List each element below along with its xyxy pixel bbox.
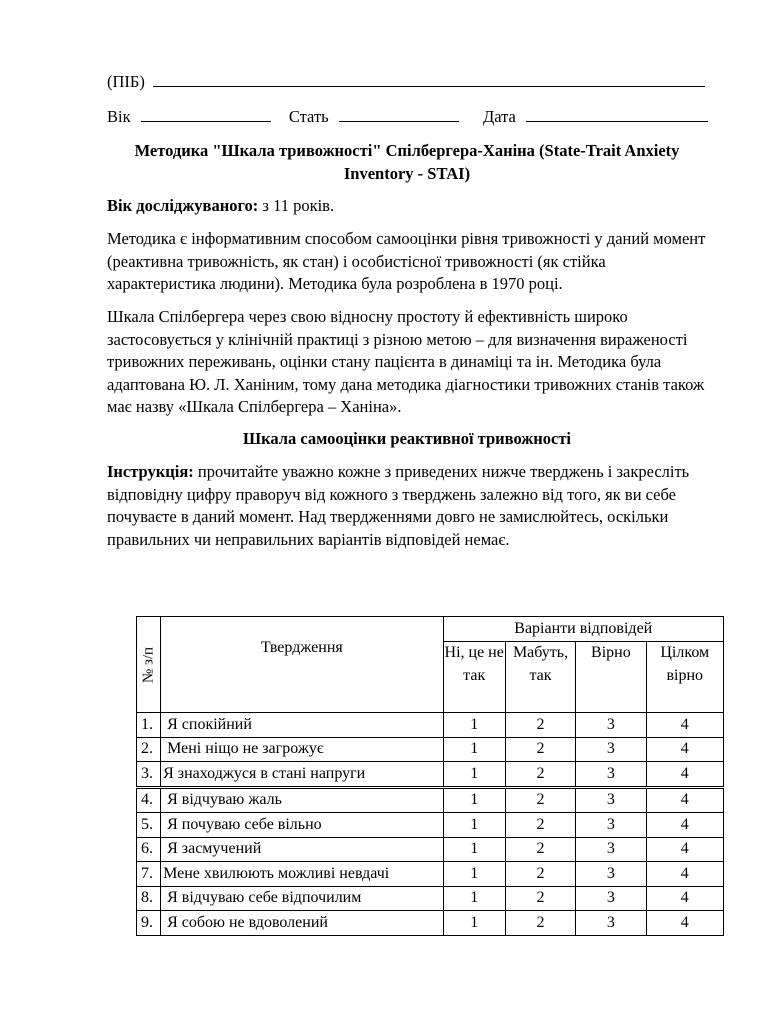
row-number: 7.: [137, 862, 161, 887]
row-number: 5.: [137, 813, 161, 838]
table-row: [137, 911, 724, 936]
answer-value[interactable]: 4: [646, 862, 723, 887]
num-header: № з/п: [140, 646, 157, 683]
age-info: [107, 195, 707, 218]
answer-value[interactable]: 3: [576, 837, 646, 862]
page-title: Методика "Шкала тривожності" Спілбергера-Ханіна (State-Trait Anxiety Inventory - STAI): [134, 141, 680, 183]
anxiety-table: [136, 616, 724, 936]
answer-value[interactable]: 2: [505, 886, 575, 911]
answer-value[interactable]: 1: [443, 762, 505, 788]
age-label: Вік: [107, 107, 131, 126]
answer-value[interactable]: 3: [576, 911, 646, 936]
answer-value[interactable]: 4: [646, 886, 723, 911]
answer-value[interactable]: 2: [505, 862, 575, 887]
table-row: [137, 886, 724, 911]
answer-value[interactable]: 1: [443, 886, 505, 911]
answer-value[interactable]: 1: [443, 787, 505, 813]
date-field[interactable]: [526, 107, 708, 122]
name-line: [107, 72, 705, 92]
sex-field[interactable]: [339, 107, 459, 122]
name-field[interactable]: [153, 72, 705, 87]
table-row: [137, 737, 724, 762]
answer-value[interactable]: 4: [646, 762, 723, 788]
row-number: 1.: [137, 713, 161, 738]
section-title: Шкала самооцінки реактивної тривожності: [242, 429, 572, 448]
instruction: [107, 461, 707, 551]
answer-value[interactable]: 3: [576, 886, 646, 911]
answer-value[interactable]: 1: [443, 737, 505, 762]
answer-value[interactable]: 3: [576, 713, 646, 738]
info-line: [107, 107, 708, 127]
age-field[interactable]: [141, 107, 271, 122]
table-row: [137, 713, 724, 738]
answer-value[interactable]: 1: [443, 813, 505, 838]
answer-option-2: Мабуть, так: [505, 642, 575, 713]
answer-value[interactable]: 4: [646, 713, 723, 738]
answer-value[interactable]: 2: [505, 813, 575, 838]
row-statement: Я собою не вдоволений: [161, 911, 443, 936]
table-row: [137, 813, 724, 838]
answer-value[interactable]: 1: [443, 862, 505, 887]
row-statement: Я відчуваю жаль: [161, 787, 443, 813]
row-statement: Я знаходжуся в стані напруги: [161, 762, 443, 788]
answer-value[interactable]: 1: [443, 911, 505, 936]
row-number: 4.: [137, 787, 161, 813]
answer-value[interactable]: 4: [646, 737, 723, 762]
statement-header: Твердження: [161, 617, 443, 713]
answer-value[interactable]: 3: [576, 787, 646, 813]
table-row: [137, 787, 724, 813]
row-statement: Мене хвилюють можливі невдачі: [161, 862, 443, 887]
answer-value[interactable]: 2: [505, 713, 575, 738]
table-row: [137, 762, 724, 788]
age-info-label: Вік досліджуваного:: [107, 196, 259, 215]
name-label: (ПІБ): [107, 72, 145, 91]
answer-option-3: Вірно: [576, 642, 646, 713]
date-label: Дата: [482, 107, 516, 126]
answer-value[interactable]: 2: [505, 911, 575, 936]
instruction-text: прочитайте уважно кожне з приведених нижче тверджень і закресліть відповідну цифру праворуч від кожного з тверджень залежно від того, як ви себе почуваєте в даний момент. Над твердженнями довго не замислюйтесь, оскільки правильних чи неправильних варіантів відповідей немає.: [107, 462, 690, 549]
table-row: [137, 862, 724, 887]
answer-value[interactable]: 1: [443, 713, 505, 738]
answer-value[interactable]: 4: [646, 813, 723, 838]
answer-option-1: Ні, це не так: [443, 642, 505, 713]
table-row: [137, 837, 724, 862]
answer-value[interactable]: 3: [576, 813, 646, 838]
answer-value[interactable]: 2: [505, 787, 575, 813]
row-number: 9.: [137, 911, 161, 936]
answer-value[interactable]: 4: [646, 911, 723, 936]
answer-value[interactable]: 1: [443, 837, 505, 862]
answer-value[interactable]: 2: [505, 762, 575, 788]
row-statement: Я спокійний: [161, 713, 443, 738]
row-statement: Я почуваю себе вільно: [161, 813, 443, 838]
answers-header: Варіанти відповідей: [443, 617, 723, 642]
answer-value[interactable]: 4: [646, 837, 723, 862]
paragraph-1: Методика є інформативним способом самооцінки рівня тривожності у даний момент (реактивна тривожність, як стан) і особистісної тривожності (як стійка характеристика людини). Методика була розроблена в 1970 році.: [107, 229, 706, 293]
row-number: 3.: [137, 762, 161, 788]
age-info-value: з 11 років.: [258, 196, 335, 215]
sex-label: Стать: [288, 107, 329, 126]
num-header-cell: [137, 617, 161, 713]
answer-option-4: Цілком вірно: [646, 642, 723, 713]
answer-value[interactable]: 3: [576, 737, 646, 762]
answer-value[interactable]: 3: [576, 862, 646, 887]
row-statement: Мені ніщо не загрожує: [161, 737, 443, 762]
row-statement: Я засмучений: [161, 837, 443, 862]
row-number: 8.: [137, 886, 161, 911]
answer-value[interactable]: 2: [505, 737, 575, 762]
row-number: 2.: [137, 737, 161, 762]
paragraph-2: Шкала Спілбергера через свою відносну простоту й ефективність широко застосовується у клінічній практиці з різною метою – для визначення вираженості тривожних переживань, оцінки стану пацієнта в динаміці та ін. Методика була адаптована Ю. Л. Ханіним, тому дана методика діагностики тривожних станів також має назву «Шкала Спілбергера – Ханіна».: [107, 307, 705, 416]
answer-value[interactable]: 3: [576, 762, 646, 788]
answer-value[interactable]: 2: [505, 837, 575, 862]
answer-value[interactable]: 4: [646, 787, 723, 813]
row-statement: Я відчуваю себе відпочилим: [161, 886, 443, 911]
instruction-label: Інструкція:: [107, 462, 194, 481]
row-number: 6.: [137, 837, 161, 862]
